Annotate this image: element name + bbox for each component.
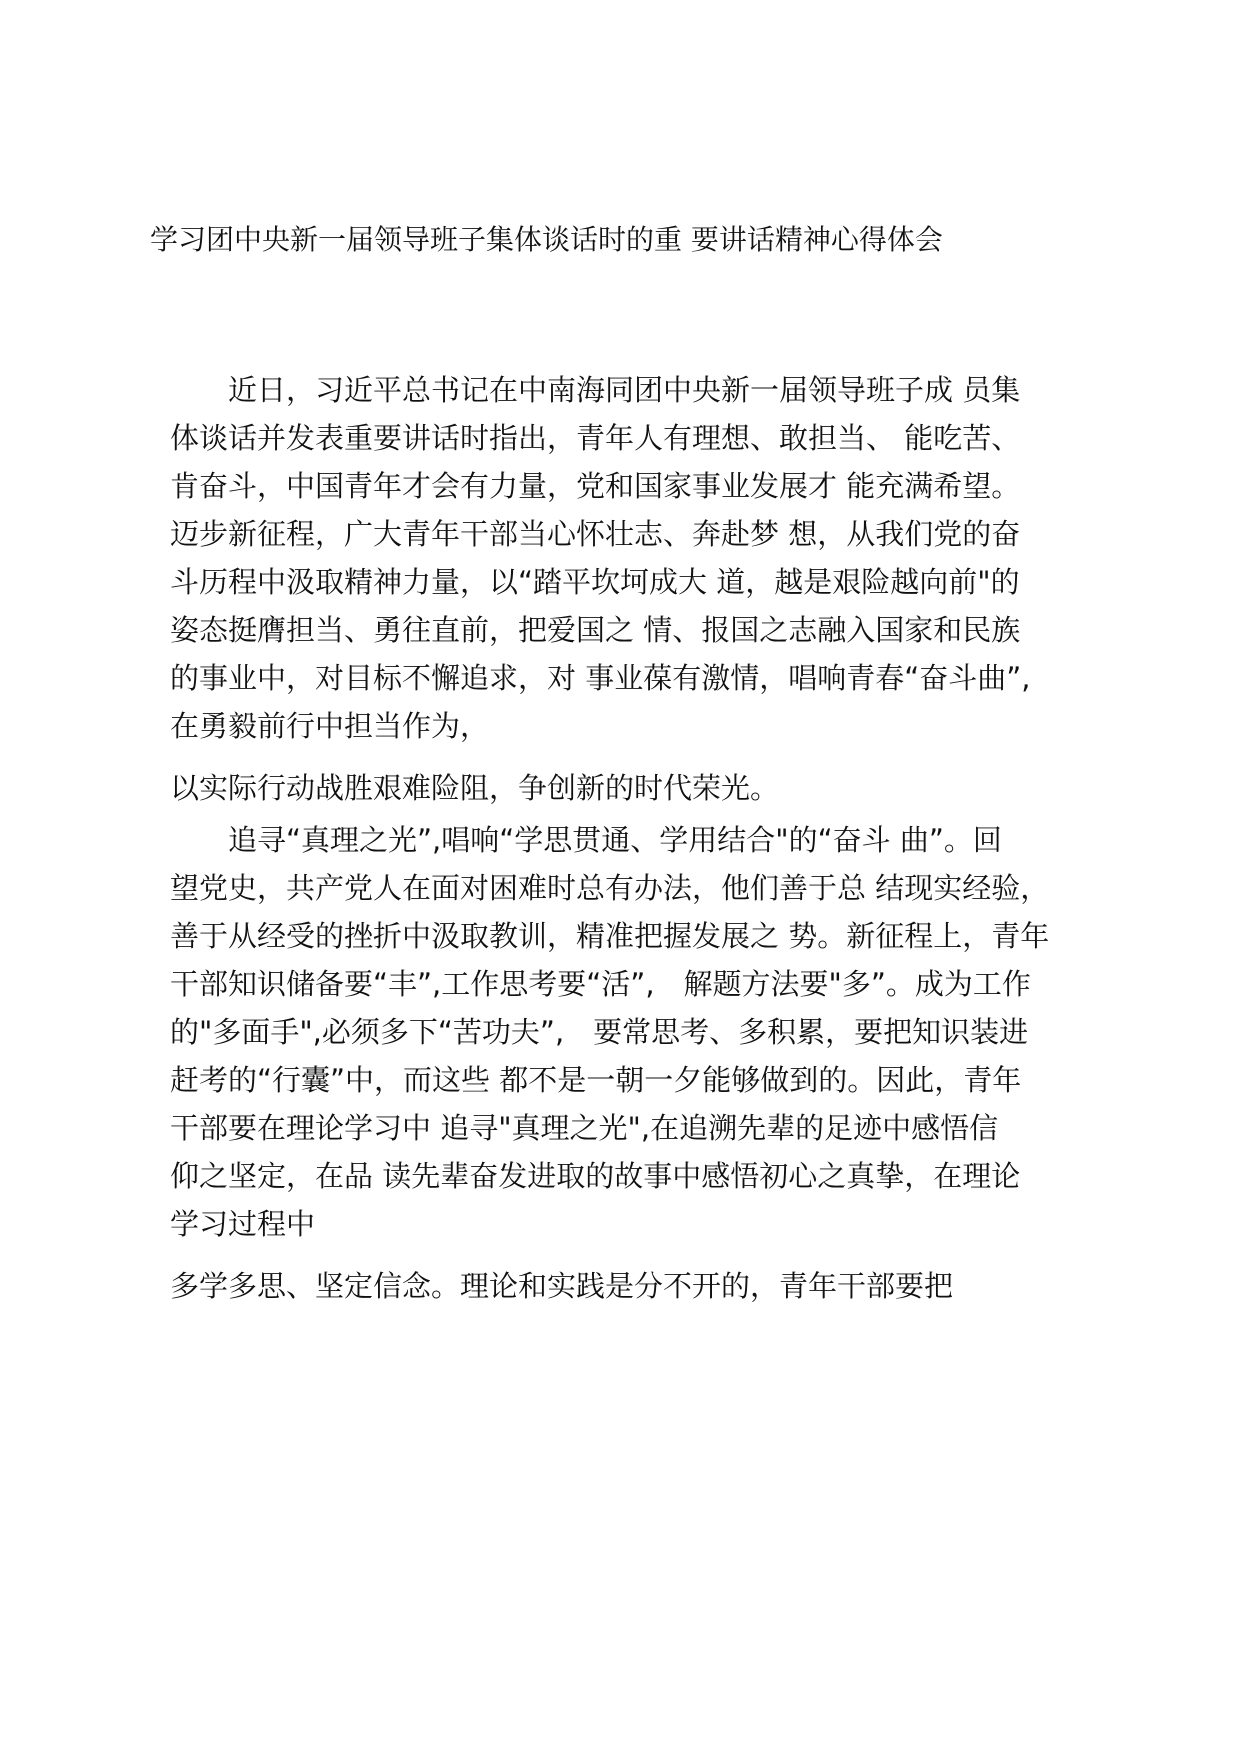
paragraph-line: 近日，习近平总书记在中南海同团中央新一届领导班子成 员集 bbox=[170, 373, 1021, 407]
paragraph-line: 迈步新征程，广大青年干部当心怀壮志、奔赴梦 想，从我们党的奋 bbox=[170, 517, 1021, 551]
paragraph-line: 赶考的“行囊”中，而这些 都不是一朝一夕能够做到的。因此，青年 bbox=[170, 1063, 1022, 1097]
paragraph-line: 追寻“真理之光”,唱响“学思贯通、学用结合"的“奋斗 曲”。回 bbox=[170, 823, 1002, 857]
document-title: 学习团中央新一届领导班子集体谈话时的重 要讲话精神心得体会 bbox=[150, 223, 943, 256]
paragraph-line: 仰之坚定，在品 读先辈奋发进取的故事中感悟初心之真挚，在理论 bbox=[170, 1159, 1021, 1193]
paragraph-line: 在勇毅前行中担当作为， bbox=[170, 709, 490, 743]
paragraph-line: 干部知识储备要“丰”,工作思考要“活”, 解题方法要"多”。成为工作 bbox=[170, 967, 1031, 1001]
paragraph-line: 斗历程中汲取精神力量，以“踏平坎坷成大 道，越是艰险越向前"的 bbox=[170, 565, 1020, 599]
paragraph-line: 多学多思、坚定信念。理论和实践是分不开的，青年干部要把 bbox=[170, 1269, 954, 1303]
paragraph-line: 体谈话并发表重要讲话时指出，青年人有理想、敢担当、 能吃苦、 bbox=[170, 421, 1021, 455]
paragraph-line: 学习过程中 bbox=[170, 1207, 316, 1241]
paragraph-line: 的事业中，对目标不懈追求，对 事业葆有激情，唱响青春“奋斗曲”, bbox=[170, 661, 1031, 695]
paragraph-line: 干部要在理论学习中 追寻"真理之光",在追溯先辈的足迹中感悟信 bbox=[170, 1111, 999, 1145]
paragraph-line: 肯奋斗，中国青年才会有力量，党和国家事业发展才 能充满希望。 bbox=[170, 469, 1021, 503]
paragraph-line: 望党史，共产党人在面对困难时总有办法，他们善于总 结现实经验， bbox=[170, 871, 1050, 905]
paragraph-line: 姿态挺膺担当、勇往直前，把爱国之 情、报国之志融入国家和民族 bbox=[170, 613, 1021, 647]
paragraph-line: 的"多面手",必须多下“苦功夫”, 要常思考、多积累，要把知识装进 bbox=[170, 1015, 1029, 1049]
paragraph-line: 善于从经受的挫折中汲取教训，精准把握发展之 势。新征程上，青年 bbox=[170, 919, 1050, 953]
paragraph-line: 以实际行动战胜艰难险阻，争创新的时代荣光。 bbox=[170, 771, 780, 805]
